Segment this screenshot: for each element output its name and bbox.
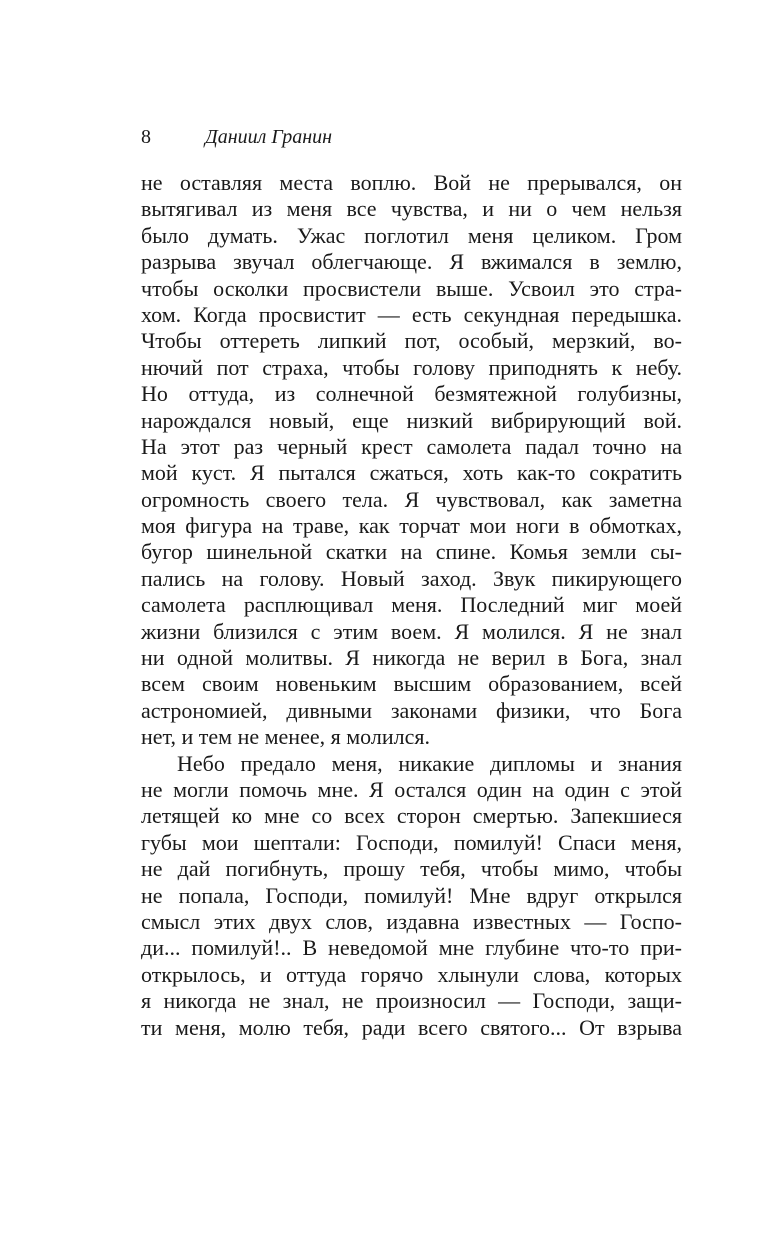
text-line: астрономией, дивными законами физики, что Бога (141, 697, 682, 723)
text-line: хом. Когда просвистит — есть секундная передышка. (141, 301, 682, 327)
text-line: летящей ко мне со всех сторон смертью. Запекшиеся (141, 803, 682, 829)
text-line: пались на голову. Новый заход. Звук пикирующего (141, 565, 682, 591)
text-line: не оставляя места воплю. Вой не прерывался, он (141, 170, 682, 195)
text-line: жизни близился с этим воем. Я молился. Я не знал (141, 618, 682, 644)
text-line: нарождался новый, еще низкий вибрирующий вой. (141, 407, 682, 433)
text-line: На этот раз черный крест самолета падал точно на (141, 433, 682, 459)
text-line: самолета расплющивал меня. Последний миг моей (141, 592, 682, 618)
text-line: нючий пот страха, чтобы голову приподнять к небу. (141, 354, 682, 380)
text-line: Но оттуда, из солнечной безмятежной голубизны, (141, 381, 682, 407)
text-line: мой куст. Я пытался сжаться, хоть как-то сократить (141, 460, 682, 486)
paragraph (141, 170, 682, 751)
text-line: не попала, Господи, помилуй! Мне вдруг открылся (141, 882, 682, 908)
text-line: чтобы осколки просвистели выше. Усвоил это стра- (141, 275, 682, 301)
text-line: не дай погибнуть, прошу тебя, чтобы мимо, чтобы (141, 856, 682, 882)
text-line: ди... помилуй!.. В неведомой мне глубине что-то при- (141, 935, 682, 961)
text-line: бугор шинельной скатки на спине. Комья земли сы- (141, 539, 682, 565)
text-line: я никогда не знал, не произносил — Господи, защи- (141, 988, 682, 1014)
body-text (141, 170, 682, 1041)
text-line: открылось, и оттуда горячо хлынули слова, которых (141, 961, 682, 987)
text-line: ни одной молитвы. Я никогда не верил в Бога, знал (141, 645, 682, 671)
text-line: моя фигура на траве, как торчат мои ноги в обмотках, (141, 513, 682, 539)
text-line: вытягивал из меня все чувства, и ни о чем нельзя (141, 196, 682, 222)
text-line: смысл этих двух слов, издавна известных — Госпо- (141, 908, 682, 934)
text-line: было думать. Ужас поглотил меня целиком. Гром (141, 222, 682, 248)
text-line: губы мои шептали: Господи, помилуй! Спаси меня, (141, 829, 682, 855)
text-line: ти меня, молю тебя, ради всего святого... От взрыва (141, 1014, 682, 1040)
paragraph (141, 751, 682, 1041)
text-line: всем своим новеньким высшим образованием, всей (141, 671, 682, 697)
text-line: Чтобы оттереть липкий пот, особый, мерзкий, во- (141, 328, 682, 354)
page-number: 8 (141, 126, 151, 148)
text-line: не могли помочь мне. Я остался один на один с этой (141, 776, 682, 802)
text-line: огромность своего тела. Я чувствовал, как заметна (141, 486, 682, 512)
text-line: разрыва звучал облегчающе. Я вжимался в землю, (141, 249, 682, 275)
text-line: нет, и тем не менее, я молился. (141, 724, 430, 750)
running-title: Даниил Гранин (205, 126, 333, 148)
text-line: Небо предало меня, никакие дипломы и знания (177, 750, 682, 776)
